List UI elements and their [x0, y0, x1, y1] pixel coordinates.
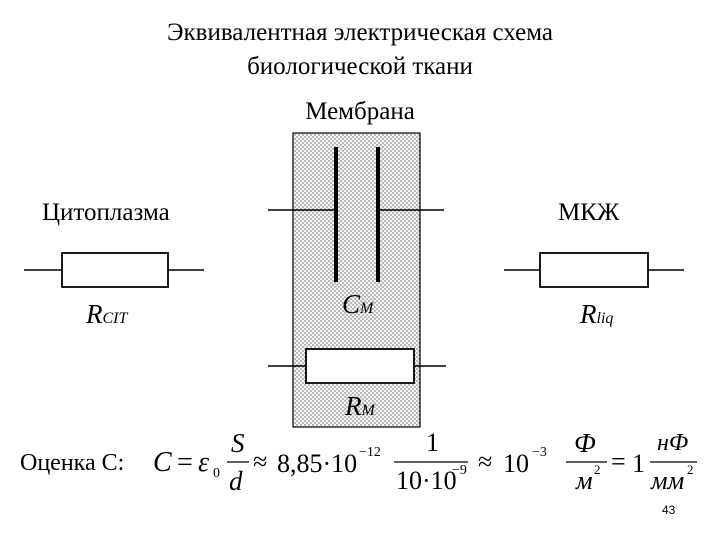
- formula-d: d: [229, 466, 243, 496]
- formula-approx-1: ≈: [253, 447, 268, 476]
- formula-mm-exp: 2: [687, 462, 694, 477]
- formula-approx-2: ≈: [478, 447, 493, 476]
- formula-eq-2: =: [611, 447, 626, 476]
- cm-sub: M: [360, 300, 374, 317]
- rm-label: [345, 391, 375, 422]
- rliq-label: [580, 299, 613, 330]
- formula-ten: 10: [503, 449, 529, 478]
- formula-const: 8,85·10: [277, 449, 358, 478]
- formula-nanofarad: нФ: [657, 430, 689, 456]
- formula-s: S: [231, 428, 245, 458]
- rcit-label: [86, 299, 127, 330]
- cm-main: C: [342, 289, 361, 319]
- formula-meter-exp: 2: [594, 462, 601, 477]
- formula-ten-exp: −3: [532, 445, 547, 460]
- estimate-label: Оценка C:: [20, 450, 125, 476]
- formula-mm: мм: [651, 466, 685, 495]
- resistor-rcit: [24, 253, 204, 287]
- resistor-rliq: [504, 253, 684, 287]
- title-line-2: биологической ткани: [247, 53, 473, 80]
- formula-eps-sub: 0: [213, 466, 220, 481]
- rcit-sub: CIT: [102, 310, 128, 327]
- rliq-main: R: [580, 299, 597, 329]
- rliq-sub: liq: [596, 310, 614, 327]
- membrane-label: Мембрана: [305, 98, 415, 125]
- page-number: 43: [662, 503, 676, 517]
- rm-main: R: [345, 391, 362, 421]
- formula-const-exp: −12: [359, 445, 381, 460]
- formula-meter: м: [576, 466, 593, 495]
- formula-frac2-num: 1: [426, 428, 439, 457]
- formula-farad: Ф: [574, 428, 596, 458]
- title-line-1: Эквивалентная электрическая схема: [167, 19, 553, 46]
- formula-eps: ε: [198, 447, 210, 478]
- formula-one: 1: [632, 449, 645, 478]
- formula-frac2-den: 10·10: [396, 466, 457, 495]
- cm-label: [342, 289, 373, 320]
- ecf-label: МКЖ: [558, 199, 620, 226]
- rcit-main: R: [86, 299, 103, 329]
- rm-sub: M: [361, 402, 375, 419]
- formula-eq: =: [177, 447, 193, 478]
- formula-frac2-den-exp: −9: [452, 463, 467, 478]
- cytoplasm-label: Цитоплазма: [42, 199, 170, 226]
- formula-c: C: [153, 447, 172, 478]
